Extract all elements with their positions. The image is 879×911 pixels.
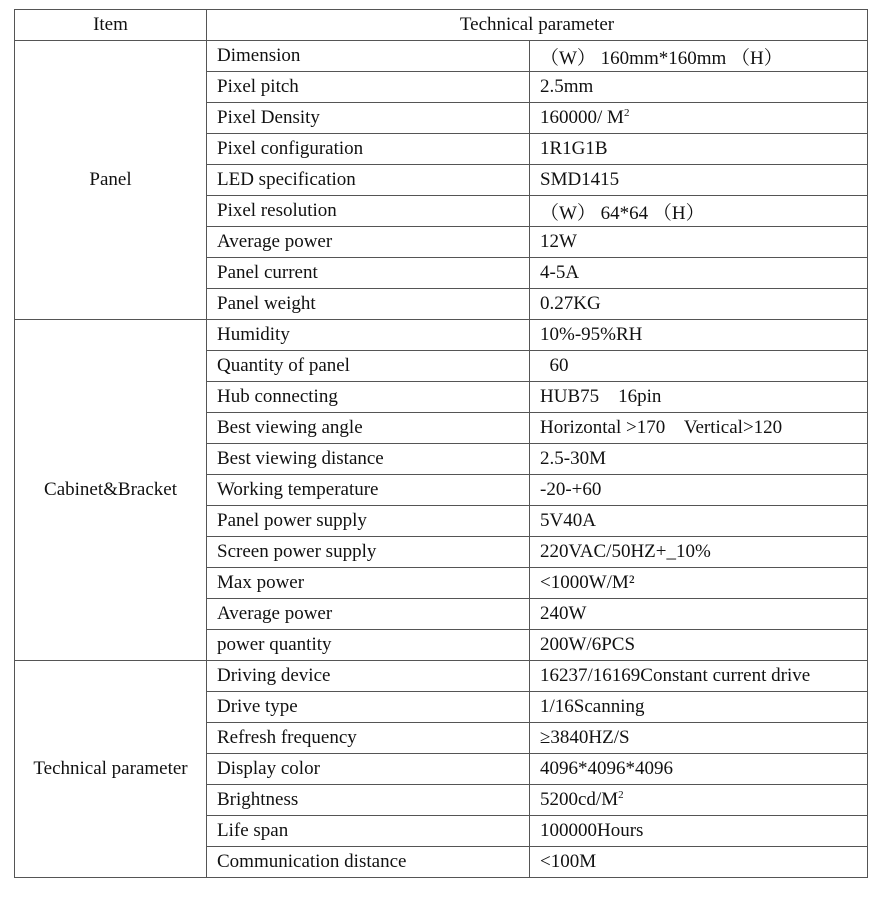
value-text: 5V40A: [540, 510, 596, 531]
param-cell: LED specification: [207, 165, 530, 196]
param-cell: Life span: [207, 816, 530, 847]
value-cell: [530, 103, 868, 134]
value-cell: [530, 692, 868, 723]
value-text: 2.5mm: [540, 76, 594, 97]
value-cell: [530, 599, 868, 630]
param-cell: Brightness: [207, 785, 530, 816]
header-technical-parameter: Technical parameter: [207, 10, 868, 41]
param-cell: Best viewing distance: [207, 444, 530, 475]
value-text: 220VAC/50HZ+_10%: [540, 541, 711, 562]
header-row: [15, 10, 868, 41]
value-cell: [530, 785, 868, 816]
param-cell: Pixel resolution: [207, 196, 530, 227]
value-cell: [530, 630, 868, 661]
value-text: 4-5A: [540, 262, 580, 283]
value-cell: [530, 475, 868, 506]
header-item: Item: [15, 10, 207, 41]
param-cell: Screen power supply: [207, 537, 530, 568]
value-cell: [530, 320, 868, 351]
param-cell: Working temperature: [207, 475, 530, 506]
value-cell: [530, 537, 868, 568]
param-cell: Display color: [207, 754, 530, 785]
value-cell: [530, 41, 868, 72]
value-text: -20-+60: [540, 479, 602, 500]
group-label: Technical parameter: [15, 661, 207, 878]
value-cell: [530, 351, 868, 382]
value-cell: [530, 847, 868, 878]
value-text: 1/16Scanning: [540, 696, 645, 717]
param-cell: Pixel Density: [207, 103, 530, 134]
value-cell: [530, 816, 868, 847]
value-text: 160000/ M: [540, 107, 624, 128]
value-cell: [530, 165, 868, 196]
value-text: 10%-95%RH: [540, 324, 643, 345]
value-cell: [530, 196, 868, 227]
param-cell: Refresh frequency: [207, 723, 530, 754]
param-cell: Panel weight: [207, 289, 530, 320]
value-cell: [530, 723, 868, 754]
table-row: [15, 41, 868, 72]
superscript: 2: [618, 789, 624, 801]
value-text: （W） 160mm*160mm （H）: [540, 47, 783, 69]
spec-body: [15, 41, 868, 878]
value-text: 60: [540, 355, 569, 376]
value-cell: [530, 568, 868, 599]
group-label: Panel: [15, 41, 207, 320]
value-text: 100000Hours: [540, 820, 644, 841]
value-text: 5200cd/M: [540, 789, 619, 810]
value-text: 12W: [540, 231, 577, 252]
value-text: （W） 64*64 （H）: [540, 202, 705, 224]
value-cell: [530, 227, 868, 258]
value-cell: [530, 134, 868, 165]
value-text: ≥3840HZ/S: [540, 727, 630, 748]
value-text: 240W: [540, 603, 587, 624]
value-text: 16237/16169Constant current drive: [540, 665, 811, 686]
param-cell: Drive type: [207, 692, 530, 723]
value-text: SMD1415: [540, 169, 620, 190]
param-cell: Average power: [207, 599, 530, 630]
value-text: HUB75 16pin: [540, 386, 662, 407]
param-cell: Driving device: [207, 661, 530, 692]
value-text: <1000W/M²: [540, 572, 635, 593]
group-label: Cabinet&Bracket: [15, 320, 207, 661]
param-cell: Dimension: [207, 41, 530, 72]
value-cell: [530, 72, 868, 103]
value-text: Horizontal >170 Vertical>120: [540, 417, 783, 438]
param-cell: Humidity: [207, 320, 530, 351]
table-row: [15, 320, 868, 351]
param-cell: Pixel pitch: [207, 72, 530, 103]
param-cell: Average power: [207, 227, 530, 258]
spec-table: [14, 9, 868, 878]
value-cell: [530, 754, 868, 785]
param-cell: Hub connecting: [207, 382, 530, 413]
param-cell: Communication distance: [207, 847, 530, 878]
value-text: 0.27KG: [540, 293, 601, 314]
value-text: 1R1G1B: [540, 138, 608, 159]
param-cell: Pixel configuration: [207, 134, 530, 165]
value-text: <100M: [540, 851, 597, 872]
value-cell: [530, 258, 868, 289]
value-cell: [530, 506, 868, 537]
value-cell: [530, 413, 868, 444]
param-cell: Panel current: [207, 258, 530, 289]
param-cell: Panel power supply: [207, 506, 530, 537]
value-cell: [530, 444, 868, 475]
value-text: 4096*4096*4096: [540, 758, 673, 779]
table-row: [15, 661, 868, 692]
value-text: 200W/6PCS: [540, 634, 636, 655]
value-text: 2.5-30M: [540, 448, 606, 469]
value-cell: [530, 382, 868, 413]
superscript: 2: [623, 107, 630, 119]
value-cell: [530, 661, 868, 692]
param-cell: Best viewing angle: [207, 413, 530, 444]
value-cell: [530, 289, 868, 320]
param-cell: power quantity: [207, 630, 530, 661]
param-cell: Max power: [207, 568, 530, 599]
param-cell: Quantity of panel: [207, 351, 530, 382]
